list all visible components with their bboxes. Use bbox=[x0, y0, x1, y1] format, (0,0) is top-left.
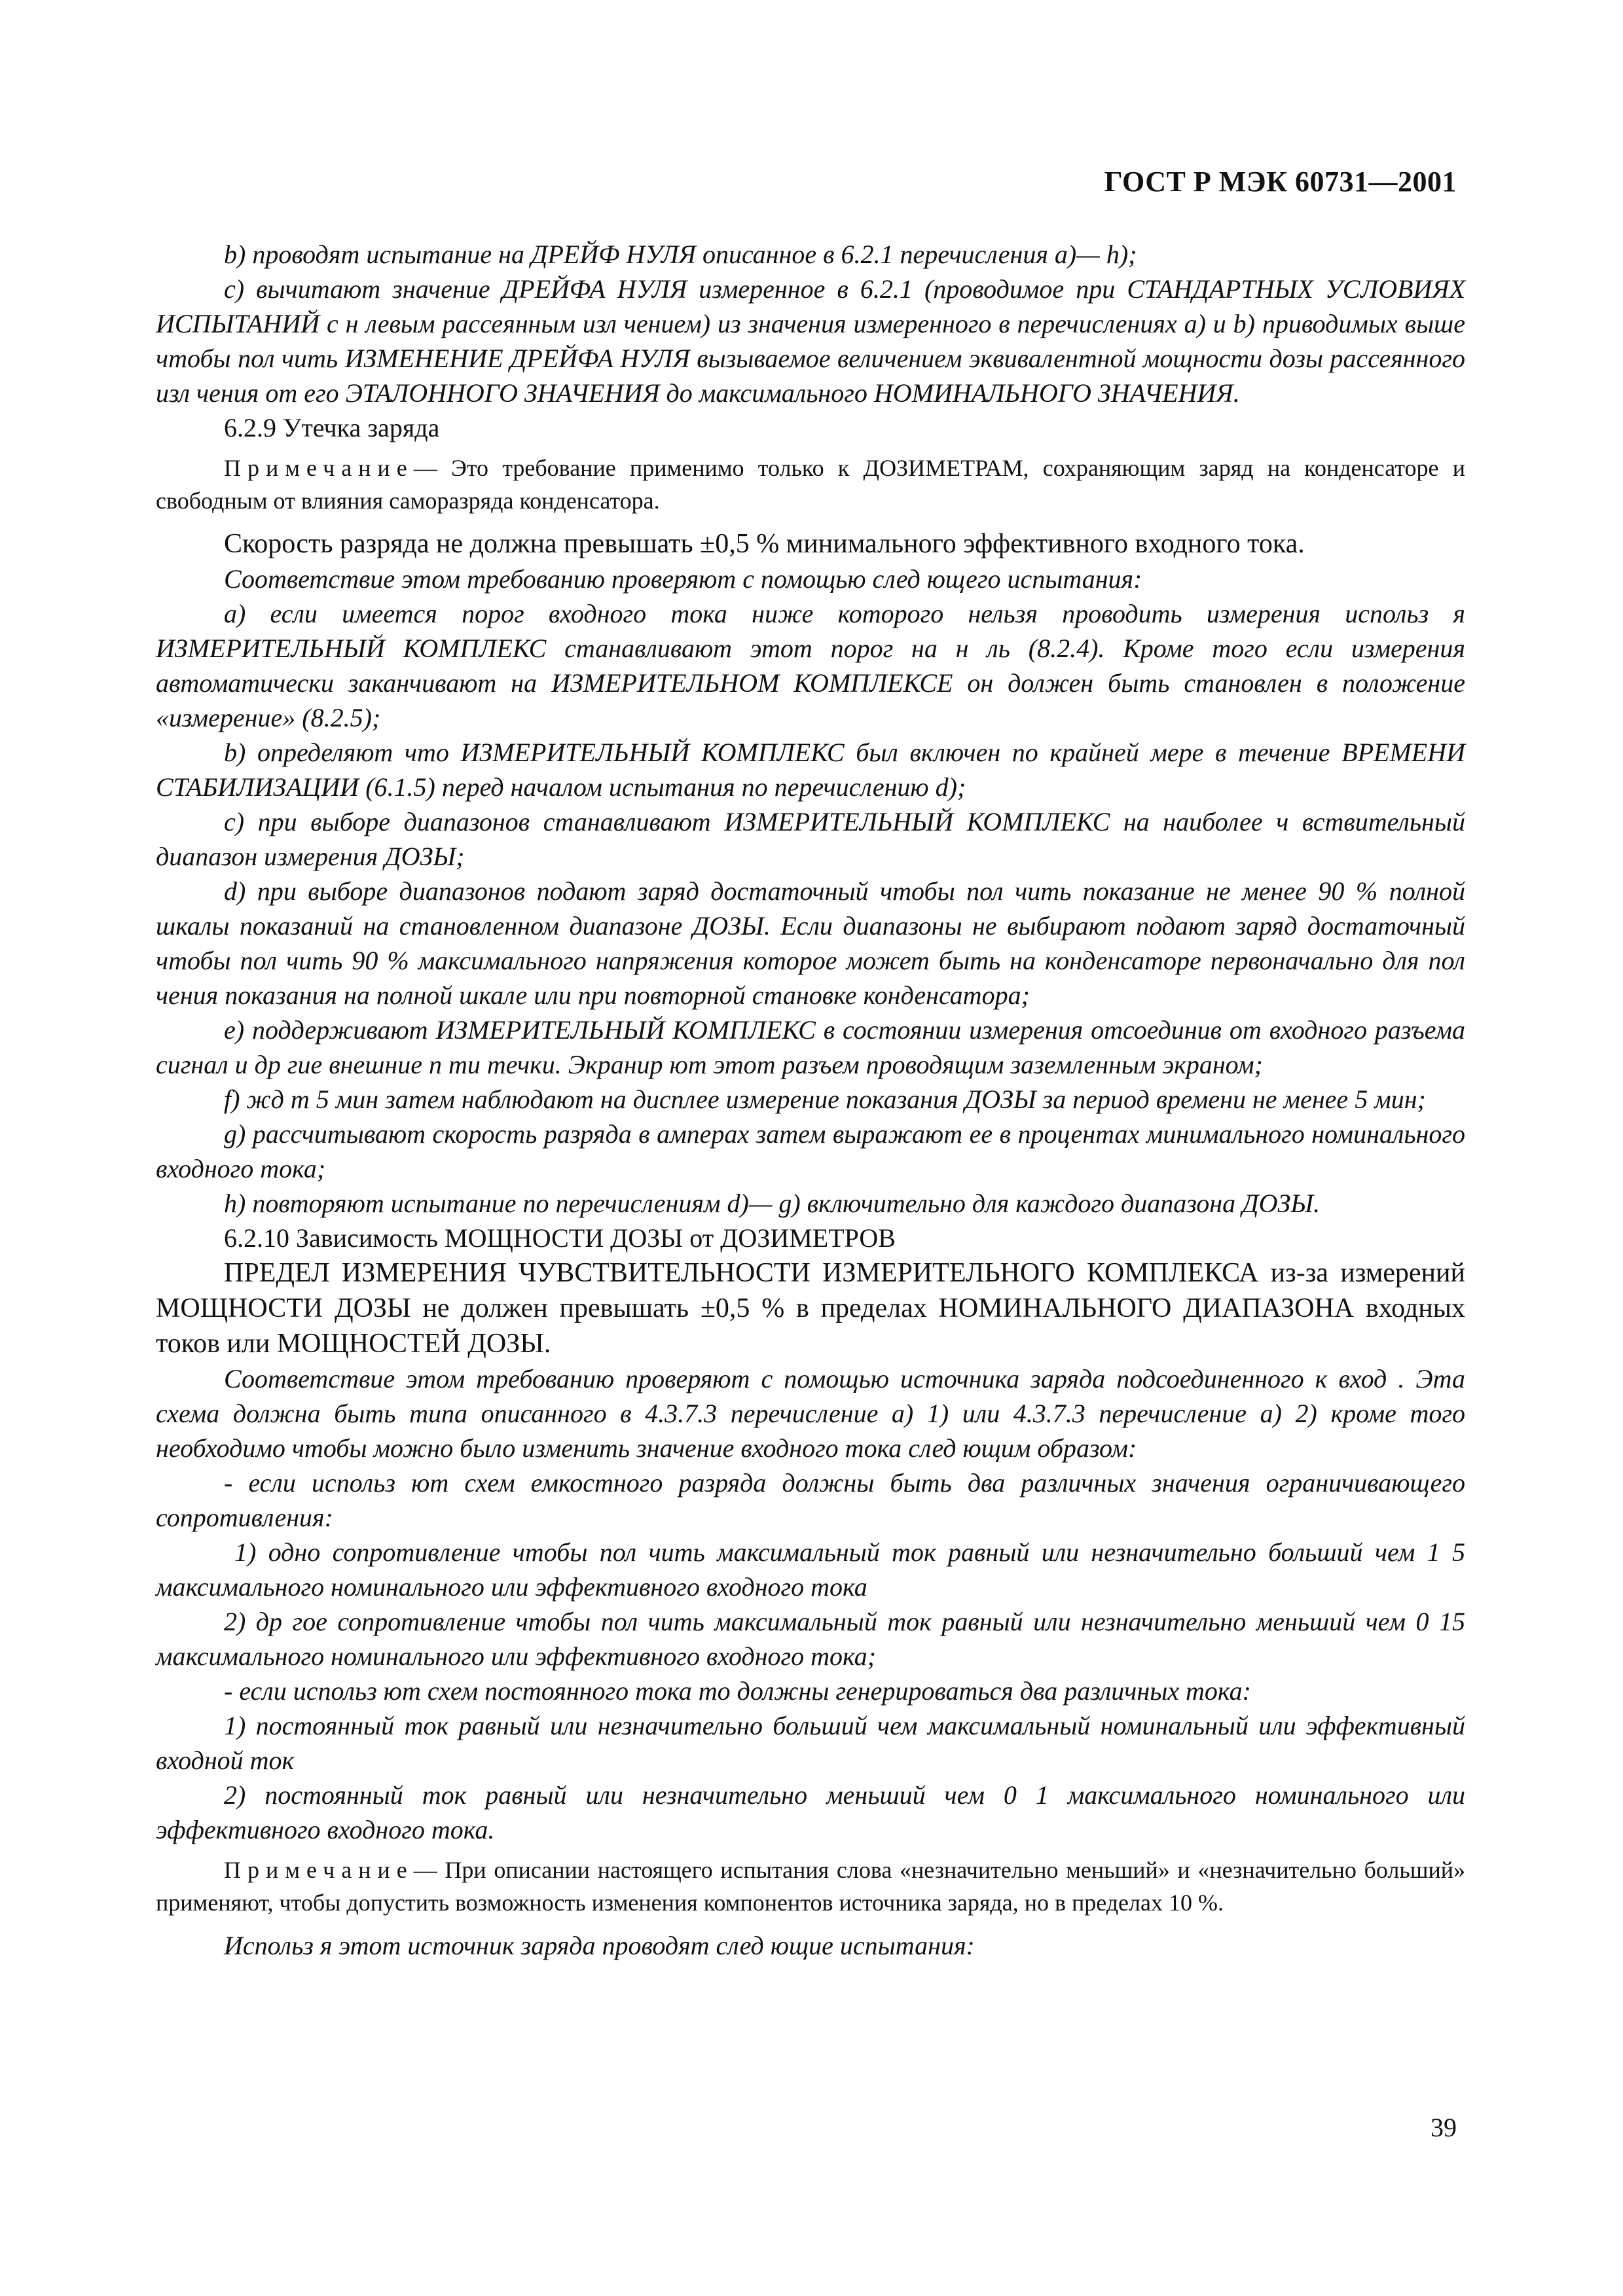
note-label: Примечание bbox=[224, 1857, 414, 1883]
test-step-h: h) повторяют испытание по перечислениям d)— g) включительно для каждого диапазона ДОЗЫ. bbox=[224, 1189, 1321, 1218]
constant-current-item-2: 2) постоянный ток равный или незначительно меньший чем 0 1 максимального номинального или эффективного входного тока. bbox=[156, 1780, 1465, 1844]
test-step-d: d) при выборе диапазонов подают заряд достаточный чтобы пол чить показание не менее 90 % полной шкалы показаний на становленном диапазоне ДОЗЫ. Если диапазоны не выбирают подают заряд достаточный чтобы пол чить 90 % максимального напряжения которое может быть на конденсаторе первоначально для пол чения показания на полной шкале или при повторной становке конденсатора; bbox=[156, 876, 1465, 1010]
requirement-dose-rate-dependence: ПРЕДЕЛ ИЗМЕРЕНИЯ ЧУВСТВИТЕЛЬНОСТИ ИЗМЕРИТЕЛЬНОГО КОМПЛЕКСА из-за измерений МОЩНОСТИ ДОЗЫ не должен превышать ±0,5 % в пределах НОМИНАЛЬНОГО ДИАПАЗОНА входных токов или МОЩНОСТЕЙ ДОЗЫ. bbox=[156, 1258, 1465, 1359]
note-text: — Это требование применимо только к ДОЗИМЕТРАМ, сохраняющим заряд на конденсаторе и свободным от влияния саморазряда конденсатора. bbox=[156, 455, 1465, 514]
paragraph-c-subtract-drift: c) вычитают значение ДРЕЙФА НУЛЯ измеренное в 6.2.1 (проводимое при СТАНДАРТНЫХ УСЛОВИЯХ ИСПЫТАНИЙ с н левым рассеянным изл чением) из значения измеренного в перечислениях а) и b) приводимых выше чтобы пол чить ИЗМЕНЕНИЕ ДРЕЙФА НУЛЯ вызываемое величением эквивалентной мощности дозы рассеянного изл чения от его ЭТАЛОННОГО ЗНАЧЕНИЯ до максимального НОМИНАЛЬНОГО ЗНАЧЕНИЯ. bbox=[156, 274, 1465, 408]
requirement-discharge-rate: Скорость разряда не должна превышать ±0,5 % минимального эффективного входного тока. bbox=[224, 529, 1305, 559]
note-label: Примечание bbox=[224, 455, 414, 481]
test-step-a: а) если имеется порог входного тока ниже которого нельзя проводить измерения использ я ИЗМЕРИТЕЛЬНЫЙ КОМПЛЕКС станавливают этот порог на н ль (8.2.4). Кроме того если измерения автоматически заканчивают на ИЗМЕРИТЕЛЬНОМ КОМПЛЕКСЕ он должен быть становлен в положение «измерение» (8.2.5); bbox=[156, 599, 1465, 732]
section-heading-6-2-10: 6.2.10 Зависимость МОЩНОСТИ ДОЗЫ от ДОЗИМЕТРОВ bbox=[224, 1223, 896, 1253]
capacitive-item-2: 2) др гое сопротивление чтобы пол чить максимальный ток равный или незначительно меньший чем 0 15 максимального номинального или эффективного входного тока; bbox=[156, 1607, 1465, 1671]
capacitive-item-1: 1) одно сопротивление чтобы пол чить максимальный ток равный или незначительно больший чем 1 5 максимального номинального или эффективного входного тока bbox=[156, 1537, 1465, 1602]
capacitive-discharge-case: - если использ ют схем емкостного разряда должны быть два различных значения ограничивающего сопротивления: bbox=[156, 1468, 1465, 1532]
paragraph-b-zero-drift: b) проводят испытание на ДРЕЙФ НУЛЯ описанное в 6.2.1 перечисления а)— h); bbox=[224, 240, 1137, 269]
page-number: 39 bbox=[1431, 2113, 1457, 2142]
test-step-c: c) при выборе диапазонов станавливают ИЗМЕРИТЕЛЬНЫЙ КОМПЛЕКС на наиболее ч вствительный диапазон измерения ДОЗЫ; bbox=[156, 807, 1465, 871]
test-step-f: f) жд т 5 мин затем наблюдают на дисплее измерение показания ДОЗЫ за период времени не менее 5 мин; bbox=[224, 1085, 1426, 1114]
constant-current-case: - если использ ют схем постоянного тока то должны генерироваться два различных тока: bbox=[224, 1676, 1251, 1706]
compliance-intro-6-2-10: Соответствие этом требованию проверяют с помощью источника заряда подсоединенного к вход . Эта схема должна быть типа описанного в 4.3.7.3 перечисление а) 1) или 4.3.7.3 перечисление а) 2) кроме того необходимо чтобы можно было изменить значение входного тока след ющим образом: bbox=[156, 1364, 1465, 1463]
test-step-b: b) определяют что ИЗМЕРИТЕЛЬНЫЙ КОМПЛЕКС был включен по крайней мере в течение ВРЕМЕНИ СТАБИЛИЗАЦИИ (6.1.5) перед началом испытания по перечислению d); bbox=[156, 738, 1465, 802]
note-6-2-9 bbox=[156, 452, 1465, 517]
constant-current-item-1: 1) постоянный ток равный или незначительно больший чем максимальный номинальный или эффективный входной ток bbox=[156, 1711, 1465, 1775]
compliance-intro-6-2-9: Соответствие этом требованию проверяют с помощью след ющего испытания: bbox=[224, 564, 1142, 594]
note-6-2-10 bbox=[156, 1854, 1465, 1919]
test-step-g: g) рассчитывают скорость разряда в амперах затем выражают ее в процентах минимального номинального входного тока; bbox=[156, 1119, 1465, 1183]
section-heading-6-2-9: 6.2.9 Утечка заряда bbox=[224, 413, 440, 442]
test-step-e: e) поддерживают ИЗМЕРИТЕЛЬНЫЙ КОМПЛЕКС в состоянии измерения отсоединив от входного разъема сигнал и др гие внешние п ти течки. Экранир ют этот разъем проводящим заземленным экраном; bbox=[156, 1015, 1465, 1079]
standard-designation: ГОСТ Р МЭК 60731—2001 bbox=[1104, 166, 1457, 198]
tests-intro: Использ я этот источник заряда проводят след ющие испытания: bbox=[224, 1931, 975, 1960]
document-body bbox=[156, 237, 1465, 1963]
note-text: — При описании настоящего испытания слова «незначительно меньший» и «незначительно больший» применяют, чтобы допустить возможность изменения компонентов источника заряда, но в пределах 10 %. bbox=[156, 1857, 1465, 1916]
